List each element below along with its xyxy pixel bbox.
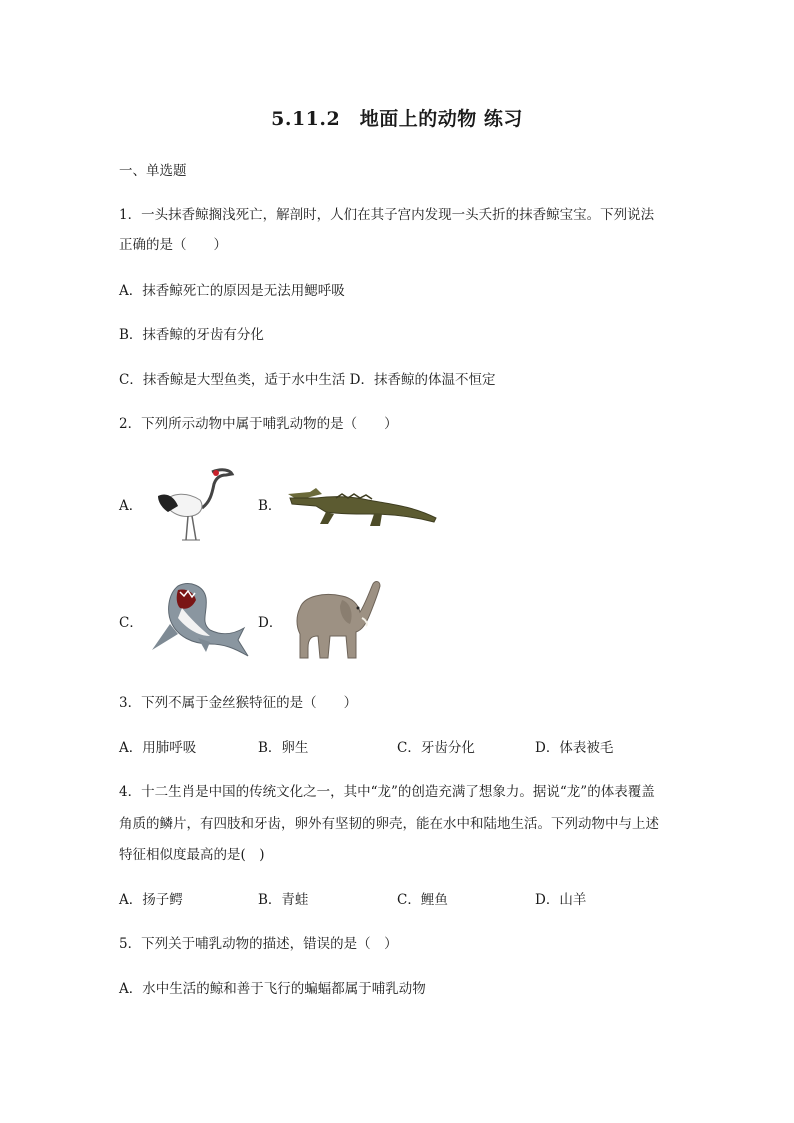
q4-stem-line2: 角质的鳞片，有四肢和牙齿，卵外有坚韧的卵壳，能在水中和陆地生活。下列动物中与上述 — [119, 816, 659, 832]
q2-option-b-label[interactable]: B． — [258, 498, 282, 514]
q4-option-c[interactable]: C．鲤鱼 — [397, 892, 448, 908]
q2-option-a-label[interactable]: A． — [119, 498, 143, 514]
q2-option-c-label[interactable]: C． — [119, 615, 143, 631]
crocodile-icon — [286, 484, 438, 528]
q1-stem-line2: 正确的是（ ） — [119, 237, 227, 253]
page-title: 5.11.2 地面上的动物 练习 — [271, 108, 523, 130]
q4-option-d[interactable]: D．山羊 — [535, 892, 587, 908]
q2-stem: 2．下列所示动物中属于哺乳动物的是（ ） — [119, 416, 398, 432]
q3-option-c[interactable]: C．牙齿分化 — [397, 740, 475, 756]
section-heading: 一、单选题 — [119, 163, 187, 179]
q1-option-a[interactable]: A．抹香鲸死亡的原因是无法用鳃呼吸 — [119, 283, 345, 299]
q1-option-cd[interactable]: C．抹香鲸是大型鱼类，适于水中生活 D．抹香鲸的体温不恒定 — [119, 372, 496, 388]
elephant-icon — [290, 578, 386, 664]
q3-option-b[interactable]: B．卵生 — [258, 740, 309, 756]
q4-option-a[interactable]: A．扬子鳄 — [119, 892, 183, 908]
q4-option-b[interactable]: B．青蛙 — [258, 892, 309, 908]
q4-stem-line1: 4．十二生肖是中国的传统文化之一，其中“龙”的创造充满了想象力。据说“龙”的体表覆盖 — [119, 784, 655, 800]
q3-option-d[interactable]: D．体表被毛 — [535, 740, 614, 756]
q3-stem: 3．下列不属于金丝猴特征的是（ ） — [119, 695, 358, 711]
q5-option-a[interactable]: A．水中生活的鲸和善于飞行的蝙蝠都属于哺乳动物 — [119, 981, 426, 997]
q3-option-a[interactable]: A．用肺呼吸 — [119, 740, 197, 756]
shark-icon — [148, 578, 250, 660]
q2-option-d-label[interactable]: D． — [258, 615, 283, 631]
q1-option-b[interactable]: B．抹香鲸的牙齿有分化 — [119, 327, 264, 343]
q1-stem-line1: 1．一头抹香鲸搁浅死亡，解剖时，人们在其子宫内发现一头夭折的抹香鲸宝宝。下列说法 — [119, 207, 655, 223]
q4-stem-line3: 特征相似度最高的是( ) — [119, 847, 265, 863]
q5-stem: 5．下列关于哺乳动物的描述，错误的是（ ） — [119, 936, 398, 952]
crane-icon — [152, 466, 236, 544]
